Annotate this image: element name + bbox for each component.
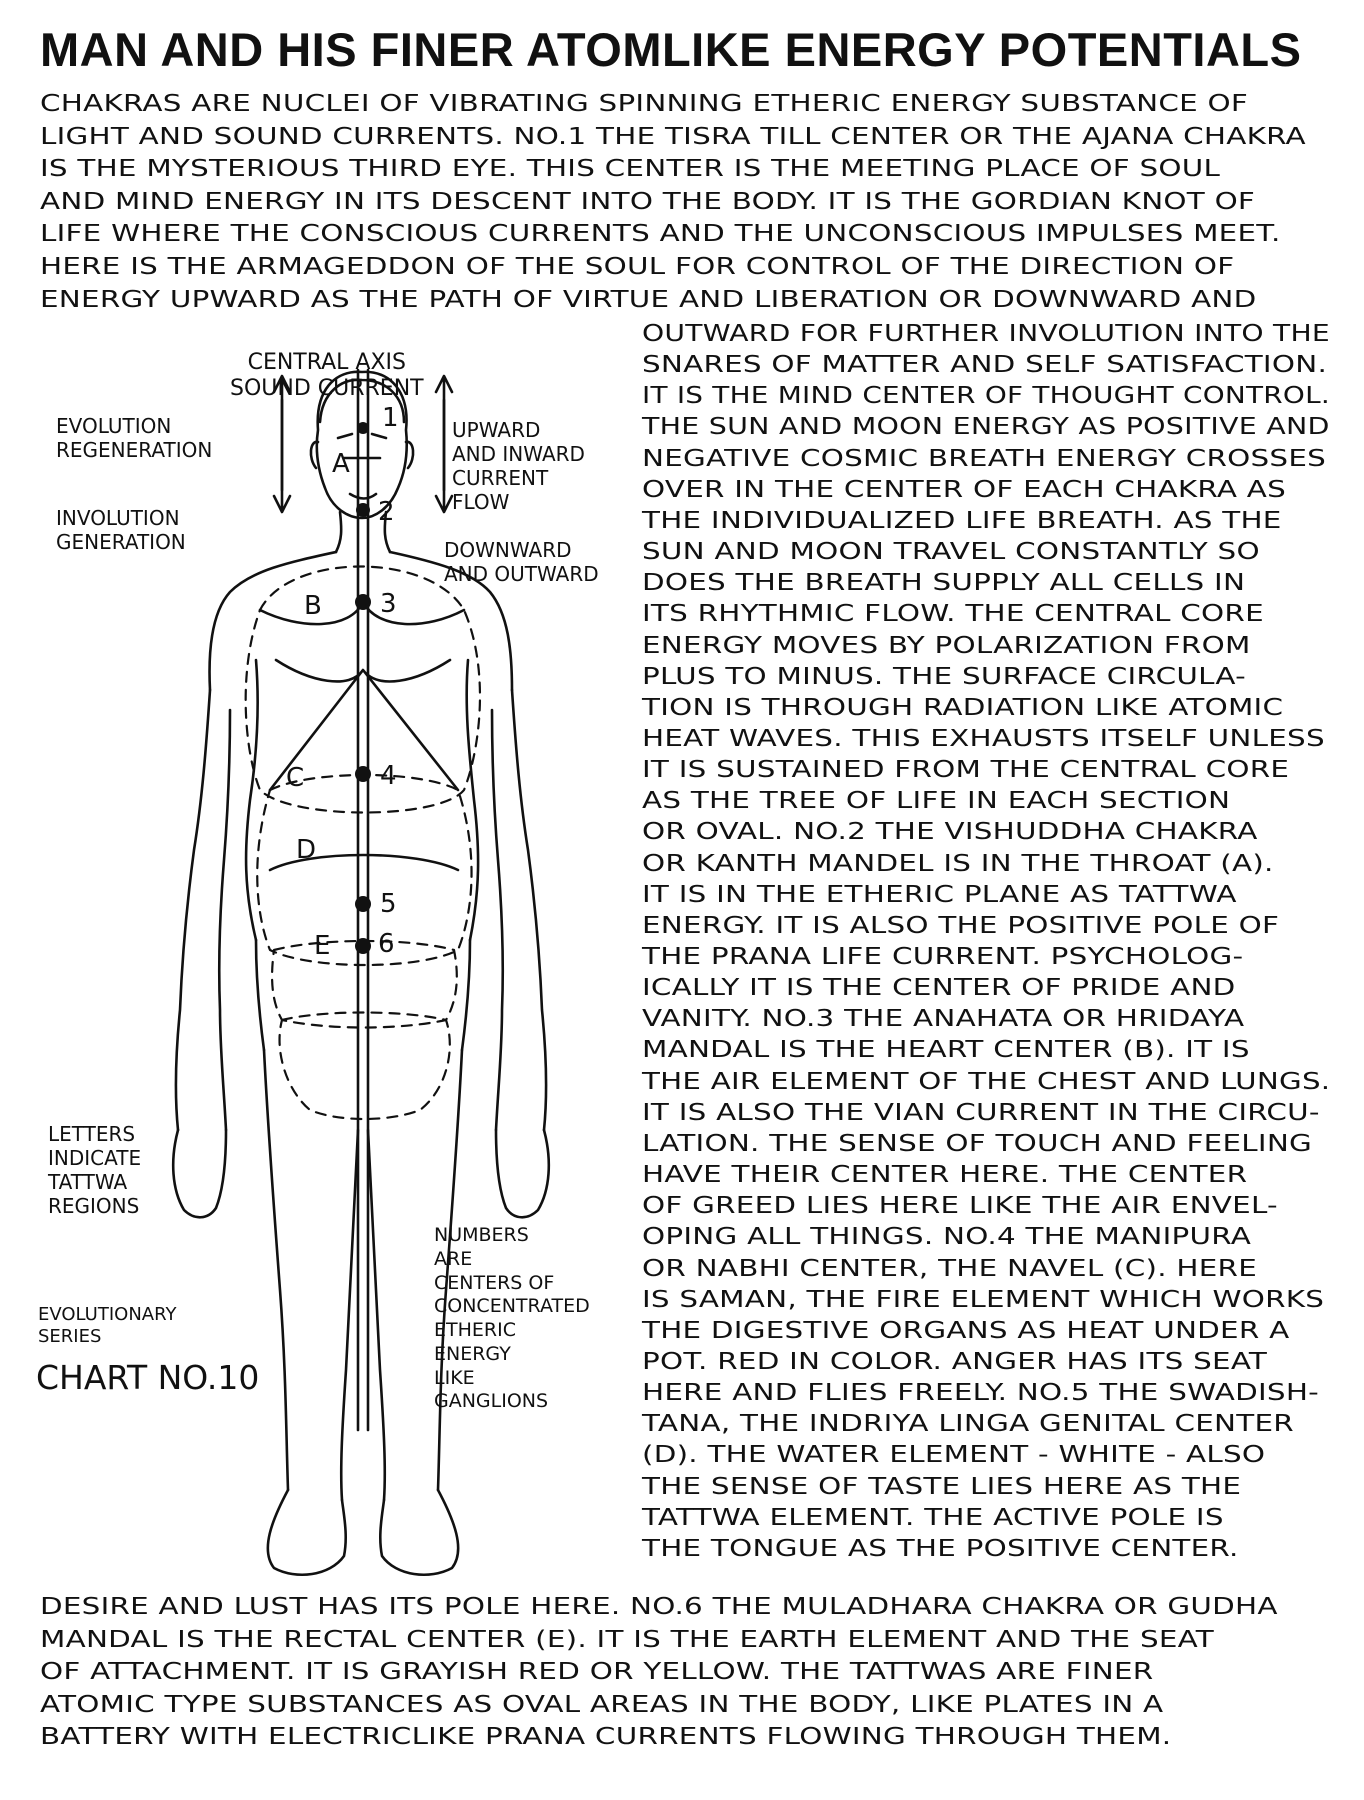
column-lines-line: DOES THE BREATH SUPPLY ALL CELLS IN [642,568,1246,597]
center-number-3: 3 [380,589,397,619]
column-lines-line: (D). THE WATER ELEMENT - WHITE - ALSO [642,1440,1266,1469]
center-number-1: 1 [382,403,399,433]
right-foot [380,1490,458,1575]
column-lines-line: LATION. THE SENSE OF TOUCH AND FEELING [642,1128,1313,1157]
center-dot-6 [355,938,371,954]
column-lines-line: THE SUN AND MOON ENERGY AS POSITIVE AND [642,412,1330,441]
column-lines-line: POT. RED IN COLOR. ANGER HAS ITS SEAT [642,1346,1268,1375]
lower-oval [280,1013,450,1120]
column-lines-line: OPING ALL THINGS. NO.4 THE MANIPURA [642,1222,1252,1251]
column-lines-line: MANDAL IS THE HEART CENTER (B). IT IS [642,1035,1250,1064]
closing-lines-line: ATOMIC TYPE SUBSTANCES AS OVAL AREAS IN THE BODY, LIKE PLATES IN A [40,1689,1164,1718]
column-lines-line: ENERGY. IT IS ALSO THE POSITIVE POLE OF [642,910,1280,939]
left-foot [268,1490,346,1575]
closing-lines-line: BATTERY WITH ELECTRICLIKE PRANA CURRENTS FLOWING THROUGH THEM. [40,1722,1172,1751]
column-lines-line: IT IS IN THE ETHERIC PLANE AS TATTWA [642,879,1237,908]
chart-number: CHART NO.10 [36,1358,260,1397]
column-lines-line: TATTWA ELEMENT. THE ACTIVE POLE IS [642,1502,1224,1531]
region-letter-d: D [296,835,317,865]
involution-label: INVOLUTION GENERATION [56,506,186,554]
column-lines-line: OR NABHI CENTER, THE NAVEL (C). HERE [642,1253,1258,1282]
column-lines-line: ICALLY IT IS THE CENTER OF PRIDE AND [642,973,1236,1002]
evolution-label: EVOLUTION REGENERATION [56,414,213,462]
column-lines-line: SUN AND MOON TRAVEL CONSTANTLY SO [642,537,1260,566]
column-lines-line: HERE AND FLIES FREELY. NO.5 THE SWADISH- [642,1378,1320,1407]
region-letter-e: E [314,931,331,961]
column-lines-line: IS SAMAN, THE FIRE ELEMENT WHICH WORKS [642,1284,1325,1313]
chest-lines [260,602,464,870]
intro-lines-line: LIFE WHERE THE CONSCIOUS CURRENTS AND THE UNCONSCIOUS IMPULSES MEET. [40,219,1281,248]
column-lines-line: ITS RHYTHMIC FLOW. THE CENTRAL CORE [642,599,1264,628]
left-hand [173,1130,226,1217]
center-dot-3 [355,594,371,610]
numbers-label: NUMBERS ARE CENTERS OF CONCENTRATED ETHERIC ENERGY LIKE GANGLIONS [434,1224,590,1413]
region-letter-c: C [286,763,305,793]
column-lines-line: AS THE TREE OF LIFE IN EACH SECTION [642,786,1231,815]
column-lines-line: VANITY. NO.3 THE ANAHATA OR HRIDAYA [642,1004,1245,1033]
center-dot-5 [355,896,371,912]
closing-lines-line: OF ATTACHMENT. IT IS GRAYISH RED OR YELLOW. THE TATTWAS ARE FINER [40,1657,1154,1686]
central-axis-label: CENTRAL AXIS SOUND CURRENT [230,350,424,402]
column-lines-line: IT IS THE MIND CENTER OF THOUGHT CONTROL. [642,381,1330,410]
center-number-5: 5 [380,889,397,919]
column-lines-line: OVER IN THE CENTER OF EACH CHAKRA AS [642,474,1287,503]
column-lines-line: THE AIR ELEMENT OF THE CHEST AND LUNGS. [642,1066,1331,1095]
center-dot-2 [356,503,370,517]
intro-lines-line: CHAKRAS ARE NUCLEI OF VIBRATING SPINNING ETHERIC ENERGY SUBSTANCE OF [40,89,1249,117]
column-lines-line: SNARES OF MATTER AND SELF SATISFACTION. [642,350,1328,379]
letters-label: LETTERS INDICATE TATTWA REGIONS [48,1122,142,1218]
intro-lines-line: HERE IS THE ARMAGEDDON OF THE SOUL FOR CONTROL OF THE DIRECTION OF [40,252,1235,280]
column-lines-line: THE INDIVIDUALIZED LIFE BREATH. AS THE [642,505,1282,534]
evolutionary-series-label: EVOLUTIONARY SERIES [38,1304,177,1347]
column-lines-line: THE DIGESTIVE ORGANS AS HEAT UNDER A [642,1315,1290,1344]
right-arm [492,690,546,1130]
column-lines-line: ENERGY MOVES BY POLARIZATION FROM [642,630,1251,659]
column-lines-line: IT IS ALSO THE VIAN CURRENT IN THE CIRCU- [642,1097,1320,1126]
downward-label: DOWNWARD AND OUTWARD [444,538,599,586]
region-letter-a: A [332,449,350,479]
column-lines-line: OR KANTH MANDEL IS IN THE THROAT (A). [642,848,1274,877]
column-lines-line: OF GREED LIES HERE LIKE THE AIR ENVEL- [642,1191,1278,1220]
upward-label: UPWARD AND INWARD CURRENT FLOW [452,418,585,514]
center-number-6: 6 [378,929,395,959]
pelvis-oval [272,941,457,1028]
center-number-4: 4 [380,761,397,791]
column-lines-line: THE PRANA LIFE CURRENT. PSYCHOLOG- [642,942,1244,970]
intro-lines-line: ENERGY UPWARD AS THE PATH OF VIRTUE AND LIBERATION OR DOWNWARD AND [40,284,1257,313]
intro-lines-line: AND MIND ENERGY IN ITS DESCENT INTO THE BODY. IT IS THE GORDIAN KNOT OF [40,186,1256,215]
column-lines-line: THE SENSE OF TASTE LIES HERE AS THE [642,1471,1242,1500]
downward-arrow [436,400,452,512]
center-number-2: 2 [378,497,395,527]
involution-down-arrow [274,400,290,512]
column-lines-line: PLUS TO MINUS. THE SURFACE CIRCULA- [642,661,1246,690]
closing-lines-line: MANDAL IS THE RECTAL CENTER (E). IT IS THE EARTH ELEMENT AND THE SEAT [40,1624,1214,1653]
intro-lines-line: LIGHT AND SOUND CURRENTS. NO.1 THE TISRA TILL CENTER OR THE AJANA CHAKRA [40,121,1306,150]
column-lines-line: OUTWARD FOR FURTHER INVOLUTION INTO THE [642,319,1330,347]
page-title: MAN AND HIS FINER ATOMLIKE ENERGY POTENTIALS [40,23,1302,76]
column-lines-line: HEAT WAVES. THIS EXHAUSTS ITSELF UNLESS [642,723,1325,752]
column-lines-line: OR OVAL. NO.2 THE VISHUDDHA CHAKRA [642,817,1258,846]
column-lines-line: HAVE THEIR CENTER HERE. THE CENTER [642,1160,1248,1189]
intro-lines-line: IS THE MYSTERIOUS THIRD EYE. THIS CENTER IS THE MEETING PLACE OF SOUL [40,154,1221,183]
column-lines-line: IT IS SUSTAINED FROM THE CENTRAL CORE [642,755,1290,784]
center-dot-1 [357,422,369,434]
center-dot-4 [355,766,371,782]
closing-lines-line: DESIRE AND LUST HAS ITS POLE HERE. NO.6 THE MULADHARA CHAKRA OR GUDHA [40,1592,1278,1620]
region-letter-b: B [304,591,322,621]
column-lines-line: TION IS THROUGH RADIATION LIKE ATOMIC [642,692,1284,721]
column-lines-line: TANA, THE INDRIYA LINGA GENITAL CENTER [642,1409,1294,1438]
right-hand [496,1130,549,1217]
column-lines-line: NEGATIVE COSMIC BREATH ENERGY CROSSES [642,443,1327,472]
left-arm [176,690,230,1130]
column-lines-line: THE TONGUE AS THE POSITIVE CENTER. [642,1533,1239,1562]
